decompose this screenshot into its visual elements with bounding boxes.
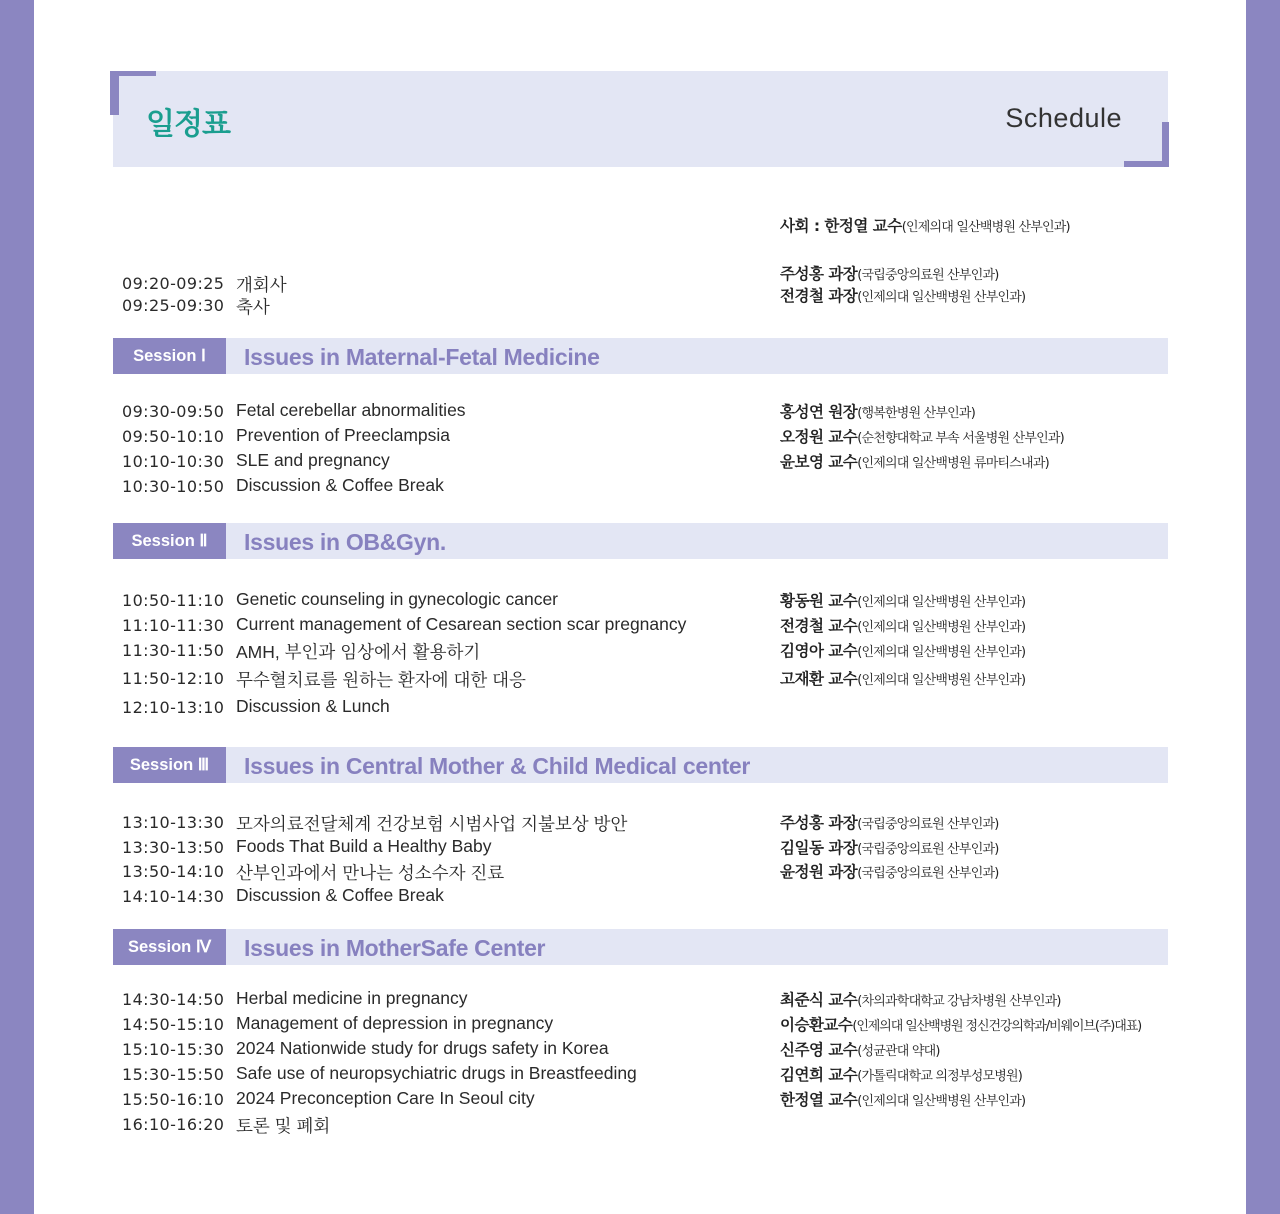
row-speaker [780, 811, 998, 833]
row-speaker [780, 667, 1025, 689]
row-speaker [780, 1088, 1025, 1110]
row-speaker [780, 1063, 1022, 1085]
row-time: 13:50-14:10 [122, 862, 225, 881]
row-speaker [780, 614, 1025, 636]
row-topic: 축사 [236, 297, 270, 317]
row-time: 11:50-12:10 [122, 669, 225, 688]
row-time: 09:25-09:30 [122, 296, 225, 315]
row-topic: Management of depression in pregnancy [236, 1013, 554, 1033]
schedule-row [0, 1113, 1280, 1138]
schedule-row [0, 988, 1280, 1013]
row-time: 10:30-10:50 [122, 477, 225, 496]
speaker-name: 김연희 교수 [780, 1066, 858, 1084]
schedule-row [0, 696, 1280, 721]
session-3-header [113, 747, 1168, 783]
row-time: 11:10-11:30 [122, 616, 225, 635]
session-label: Session Ⅲ [113, 747, 226, 783]
row-time: 09:20-09:25 [122, 274, 225, 293]
row-topic: AMH, 부인과 임상에서 활용하기 [236, 642, 481, 662]
page-title-korean: 일정표 [146, 107, 230, 142]
corner-decoration-bottom-right [1124, 122, 1169, 167]
row-topic: 토론 및 폐회 [236, 1116, 331, 1136]
row-speaker [780, 425, 1064, 447]
row-topic: 2024 Preconception Care In Seoul city [236, 1088, 535, 1108]
row-topic: Safe use of neuropsychiatric drugs in Breastfeeding [236, 1063, 637, 1083]
row-speaker [780, 836, 998, 858]
row-speaker [780, 860, 998, 882]
schedule-row [0, 836, 1280, 861]
row-time: 10:50-11:10 [122, 591, 225, 610]
row-topic: 2024 Nationwide study for drugs safety in Korea [236, 1038, 609, 1058]
schedule-row [0, 475, 1280, 500]
row-speaker [780, 284, 1025, 306]
session-2-header [113, 523, 1168, 559]
speaker-affiliation: (국립중앙의료원 산부인과) [857, 842, 999, 857]
speaker-name: 이승환교수 [780, 1016, 853, 1034]
speaker-affiliation: (인제의대 일산백병원 산부인과) [857, 595, 1026, 610]
row-time: 11:30-11:50 [122, 641, 225, 660]
session-title: Issues in Central Mother & Child Medical center [244, 753, 751, 779]
session-title: Issues in MotherSafe Center [244, 935, 546, 961]
session-label: Session Ⅰ [113, 338, 226, 374]
schedule-row [0, 400, 1280, 425]
row-time: 14:30-14:50 [122, 990, 225, 1009]
speaker-affiliation: (인제의대 일산백병원 산부인과) [857, 290, 1026, 305]
row-time: 15:30-15:50 [122, 1065, 225, 1084]
schedule-row [0, 667, 1280, 692]
row-speaker [780, 988, 1061, 1010]
speaker-name: 윤보영 교수 [780, 453, 858, 471]
row-topic: Prevention of Preeclampsia [236, 425, 450, 445]
session-title: Issues in OB&Gyn. [244, 529, 446, 555]
row-time: 12:10-13:10 [122, 698, 225, 717]
schedule-row [0, 450, 1280, 475]
row-speaker [780, 1013, 1141, 1035]
speaker-affiliation: (인제의대 일산백병원 정신건강의학과/비웨이브(주)대표) [852, 1019, 1142, 1034]
row-time: 14:10-14:30 [122, 887, 225, 906]
row-topic: Current management of Cesarean section scar pregnancy [236, 614, 687, 634]
row-time: 09:30-09:50 [122, 402, 225, 421]
speaker-name: 홍성연 원장 [780, 403, 858, 421]
schedule-row [0, 885, 1280, 910]
schedule-row [0, 1063, 1280, 1088]
row-topic: 개회사 [236, 275, 287, 295]
page-title-english: Schedule [1005, 103, 1122, 133]
schedule-row [0, 294, 1280, 319]
speaker-name: 한정열 교수 [780, 1091, 858, 1109]
row-topic: SLE and pregnancy [236, 450, 390, 470]
speaker-name: 전경철 교수 [780, 617, 858, 635]
row-speaker [780, 1038, 940, 1060]
speaker-affiliation: (국립중앙의료원 산부인과) [857, 817, 999, 832]
speaker-name: 주성홍 과장 [780, 814, 858, 832]
row-topic: 산부인과에서 만나는 성소수자 진료 [236, 863, 505, 883]
session-4-header [113, 929, 1168, 965]
speaker-name: 김일동 과장 [780, 839, 858, 857]
row-time: 14:50-15:10 [122, 1015, 225, 1034]
row-topic: 무수혈치료를 원하는 환자에 대한 대응 [236, 670, 526, 690]
speaker-affiliation: (인제의대 일산백병원 산부인과) [857, 645, 1026, 660]
row-time: 09:50-10:10 [122, 427, 225, 446]
row-speaker [780, 400, 975, 422]
speaker-name: 최준식 교수 [780, 991, 858, 1009]
speaker-affiliation: (인제의대 일산백병원 산부인과) [857, 673, 1026, 688]
schedule-row [0, 639, 1280, 664]
schedule-row [0, 589, 1280, 614]
row-time: 15:10-15:30 [122, 1040, 225, 1059]
schedule-row [0, 614, 1280, 639]
row-topic: Genetic counseling in gynecologic cancer [236, 589, 558, 609]
row-speaker [780, 639, 1025, 661]
schedule-row [0, 425, 1280, 450]
speaker-name: 신주영 교수 [780, 1041, 858, 1059]
schedule-row [0, 811, 1280, 836]
speaker-name: 오정원 교수 [780, 428, 858, 446]
row-time: 13:10-13:30 [122, 813, 225, 832]
speaker-name: 전경철 과장 [780, 287, 858, 305]
speaker-affiliation: (국립중앙의료원 산부인과) [857, 268, 999, 283]
row-speaker [780, 589, 1025, 611]
row-speaker [780, 450, 1049, 472]
speaker-affiliation: (인제의대 일산백병원 산부인과) [857, 620, 1026, 635]
speaker-name: 김영아 교수 [780, 642, 858, 660]
session-label: Session Ⅳ [113, 929, 226, 965]
row-time: 15:50-16:10 [122, 1090, 225, 1109]
row-speaker [780, 262, 998, 284]
schedule-row [0, 860, 1280, 885]
speaker-name: 고재환 교수 [780, 670, 858, 688]
schedule-row [0, 1038, 1280, 1063]
moderator [780, 214, 1070, 236]
row-topic: Herbal medicine in pregnancy [236, 988, 468, 1008]
schedule-row [0, 1013, 1280, 1038]
row-time: 16:10-16:20 [122, 1115, 225, 1134]
row-topic: Fetal cerebellar abnormalities [236, 400, 466, 420]
speaker-affiliation: (가톨릭대학교 의정부성모병원) [857, 1069, 1022, 1084]
moderator-name: 사회 : 한정열 교수 [780, 217, 902, 235]
moderator-affiliation: (인제의대 일산백병원 산부인과) [901, 220, 1070, 235]
row-topic: 모자의료전달체계 건강보험 시범사업 지불보상 방안 [236, 814, 628, 834]
row-topic: Discussion & Lunch [236, 696, 390, 716]
session-label: Session Ⅱ [113, 523, 226, 559]
session-1-header [113, 338, 1168, 374]
row-topic: Foods That Build a Healthy Baby [236, 836, 492, 856]
speaker-name: 주성홍 과장 [780, 265, 858, 283]
row-topic: Discussion & Coffee Break [236, 885, 444, 905]
speaker-affiliation: (차의과학대학교 강남차병원 산부인과) [857, 994, 1061, 1009]
speaker-name: 황동원 교수 [780, 592, 858, 610]
schedule-row [0, 1088, 1280, 1113]
speaker-affiliation: (행복한병원 산부인과) [857, 406, 975, 421]
speaker-affiliation: (성균관대 약대) [857, 1044, 940, 1059]
row-time: 10:10-10:30 [122, 452, 225, 471]
row-time: 13:30-13:50 [122, 838, 225, 857]
speaker-name: 윤정원 과장 [780, 863, 858, 881]
speaker-affiliation: (순천향대학교 부속 서울병원 산부인과) [857, 431, 1064, 446]
speaker-affiliation: (인제의대 일산백병원 류마티스내과) [857, 456, 1049, 471]
session-title: Issues in Maternal-Fetal Medicine [244, 344, 600, 370]
speaker-affiliation: (인제의대 일산백병원 산부인과) [857, 1094, 1026, 1109]
row-topic: Discussion & Coffee Break [236, 475, 444, 495]
speaker-affiliation: (국립중앙의료원 산부인과) [857, 866, 999, 881]
